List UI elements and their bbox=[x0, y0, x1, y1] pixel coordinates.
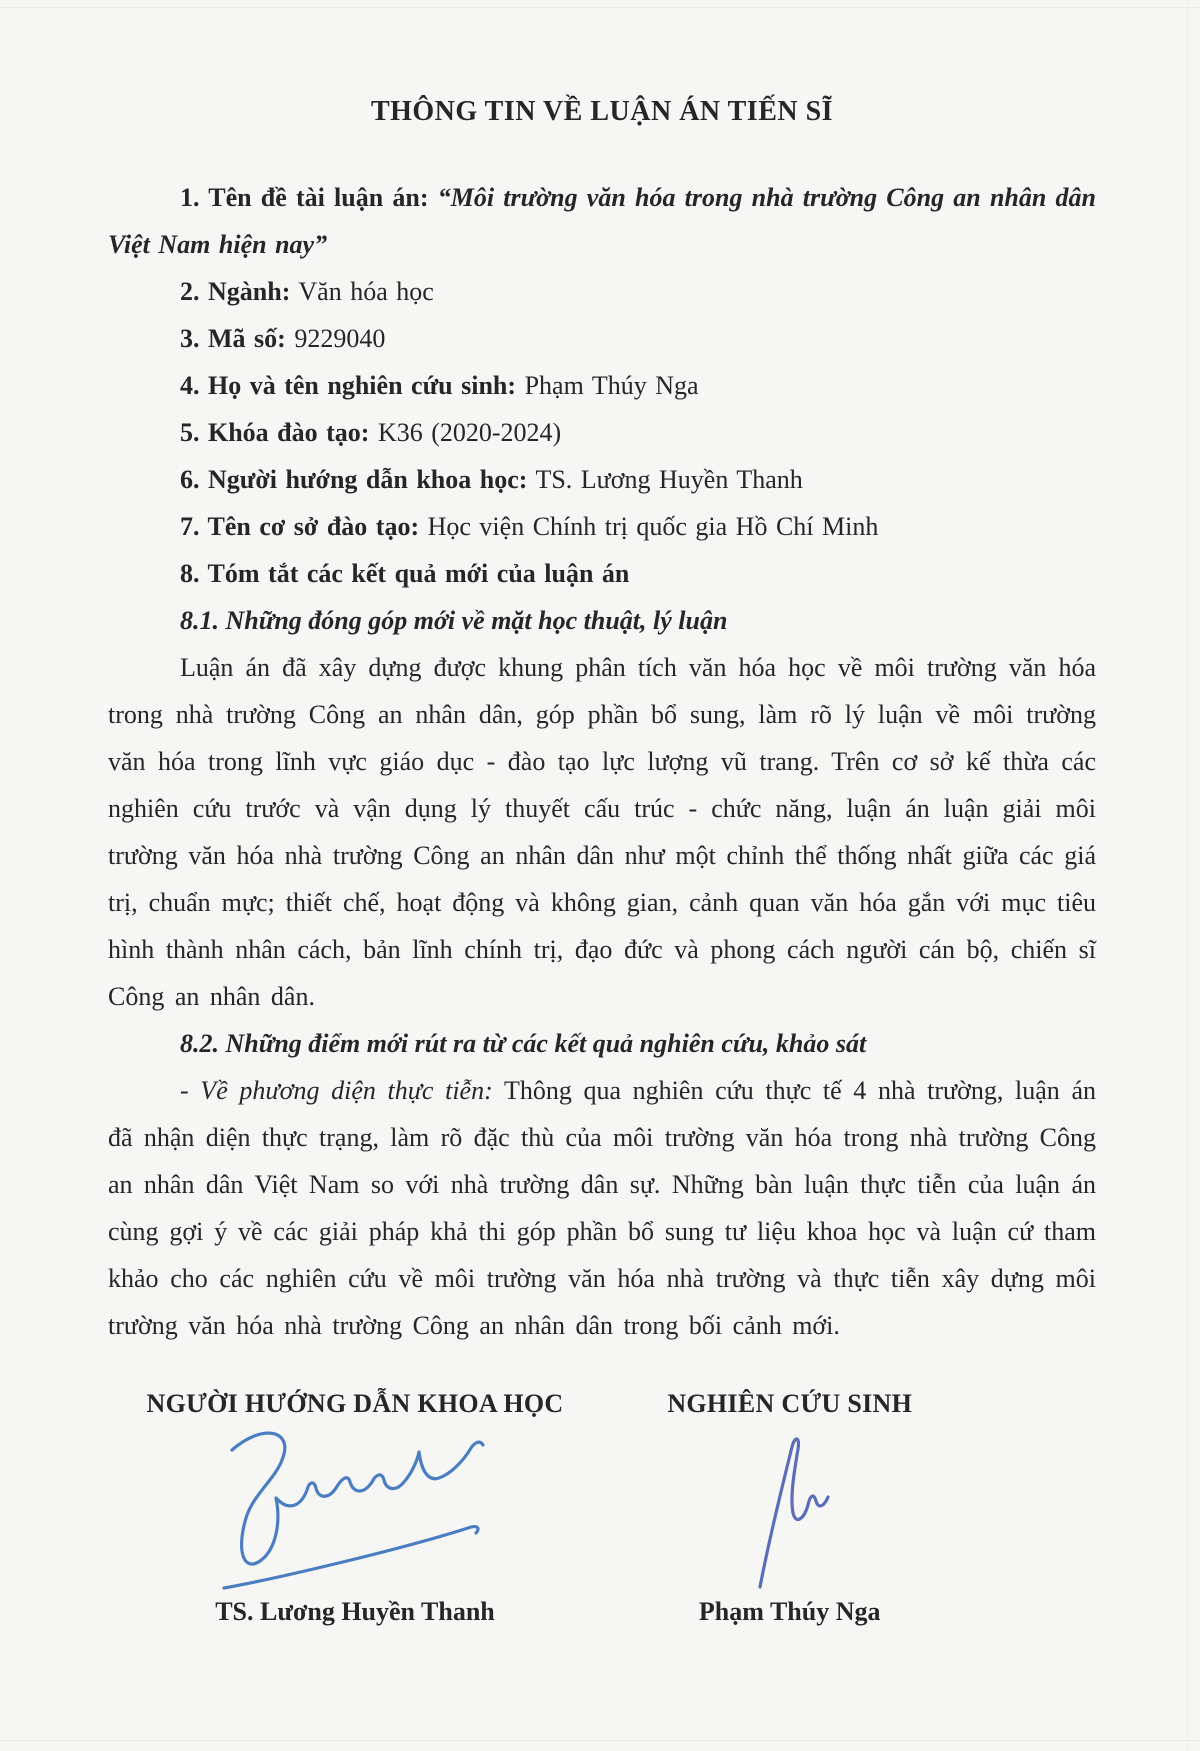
field-row-major bbox=[108, 268, 1096, 315]
candidate-signature-ink bbox=[602, 1419, 977, 1597]
supervisor-signature-ink bbox=[108, 1419, 602, 1597]
field-value: Học viện Chính trị quốc gia Hồ Chí Minh bbox=[427, 512, 879, 541]
scan-artifact-top-line bbox=[0, 7, 1200, 8]
field-row-institution bbox=[108, 503, 1096, 550]
field-row-summary-heading bbox=[108, 550, 1096, 597]
paragraph-body: Thông qua nghiên cứu thực tế 4 nhà trường, luận án đã nhận diện thực trạng, làm rõ đặc thù của môi trường văn hóa trong nhà trường Công an nhân dân Việt Nam so với nhà trường dân sự. Những bàn luận thực tiễn của luận án cùng gợi ý về các giải pháp khả thi góp phần bổ sung tư liệu khoa học và luận cứ tham khảo cho các nghiên cứu về môi trường văn hóa nhà trường và thực tiễn xây dựng môi trường văn hóa nhà trường Công an nhân dân trong bối cảnh mới. bbox=[108, 1076, 1096, 1340]
field-row-candidate bbox=[108, 362, 1096, 409]
field-label: 3. Mã số: bbox=[180, 324, 286, 353]
field-label: 5. Khóa đào tạo: bbox=[180, 418, 370, 447]
signature-scribble-icon bbox=[210, 1420, 500, 1596]
field-row-thesis-title bbox=[108, 174, 1096, 268]
field-value: TS. Lương Huyền Thanh bbox=[535, 465, 803, 494]
field-value: “Môi trường văn hóa trong nhà trường Công an nhân dân Việt Nam hiện nay” bbox=[108, 183, 1096, 259]
signature-scribble-icon bbox=[740, 1423, 840, 1593]
paragraph-lead-italic: - Về phương diện thực tiễn: bbox=[180, 1076, 493, 1105]
section-paragraph-8-2 bbox=[108, 1067, 1096, 1349]
signature-column-supervisor bbox=[108, 1389, 602, 1627]
field-label: 4. Họ và tên nghiên cứu sinh: bbox=[180, 371, 517, 400]
field-label: 6. Người hướng dẫn khoa học: bbox=[180, 465, 528, 494]
field-label: 2. Ngành: bbox=[180, 277, 291, 306]
field-value: 9229040 bbox=[294, 324, 386, 353]
field-value: Phạm Thúy Nga bbox=[524, 371, 699, 400]
signature-role-candidate: NGHIÊN CỨU SINH bbox=[667, 1389, 913, 1418]
signature-name-candidate: Phạm Thúy Nga bbox=[698, 1597, 881, 1626]
field-row-supervisor bbox=[108, 456, 1096, 503]
scan-artifact-right-line bbox=[1187, 0, 1188, 1751]
field-label: 8. Tóm tắt các kết quả mới của luận án bbox=[180, 559, 630, 588]
section-heading-8-2: 8.2. Những điểm mới rút ra từ các kết quả nghiên cứu, khảo sát bbox=[180, 1029, 867, 1058]
field-label: 7. Tên cơ sở đào tạo: bbox=[180, 512, 420, 541]
section-paragraph-8-1: Luận án đã xây dựng được khung phân tích văn hóa học về môi trường văn hóa trong nhà trường Công an nhân dân, góp phần bổ sung, làm rõ lý luận về môi trường văn hóa trong lĩnh vực giáo dục - đào tạo lực lượng vũ trang. Trên cơ sở kế thừa các nghiên cứu trước và vận dụng lý thuyết cấu trúc - chức năng, luận án luận giải môi trường văn hóa nhà trường Công an nhân dân như một chỉnh thể thống nhất giữa các giá trị, chuẩn mực; thiết chế, hoạt động và không gian, cảnh quan văn hóa gắn với mục tiêu hình thành nhân cách, bản lĩnh chính trị, đạo đức và phong cách người cán bộ, chiến sĩ Công an nhân dân. bbox=[108, 653, 1096, 1011]
field-label: 1. Tên đề tài luận án: bbox=[180, 183, 429, 212]
scan-artifact-bottom-line bbox=[0, 1740, 1200, 1741]
signature-block bbox=[108, 1389, 1096, 1627]
field-value: K36 (2020-2024) bbox=[377, 418, 562, 447]
field-value: Văn hóa học bbox=[298, 277, 434, 306]
page-title: THÔNG TIN VỀ LUẬN ÁN TIẾN SĨ bbox=[370, 96, 834, 127]
field-row-code bbox=[108, 315, 1096, 362]
signature-column-candidate bbox=[602, 1389, 977, 1627]
section-heading-8-1: 8.1. Những đóng góp mới về mặt học thuật, lý luận bbox=[180, 606, 728, 635]
signature-role-supervisor: NGƯỜI HƯỚNG DẪN KHOA HỌC bbox=[146, 1389, 564, 1418]
field-row-cohort bbox=[108, 409, 1096, 456]
signature-name-supervisor: TS. Lương Huyền Thanh bbox=[215, 1597, 495, 1626]
